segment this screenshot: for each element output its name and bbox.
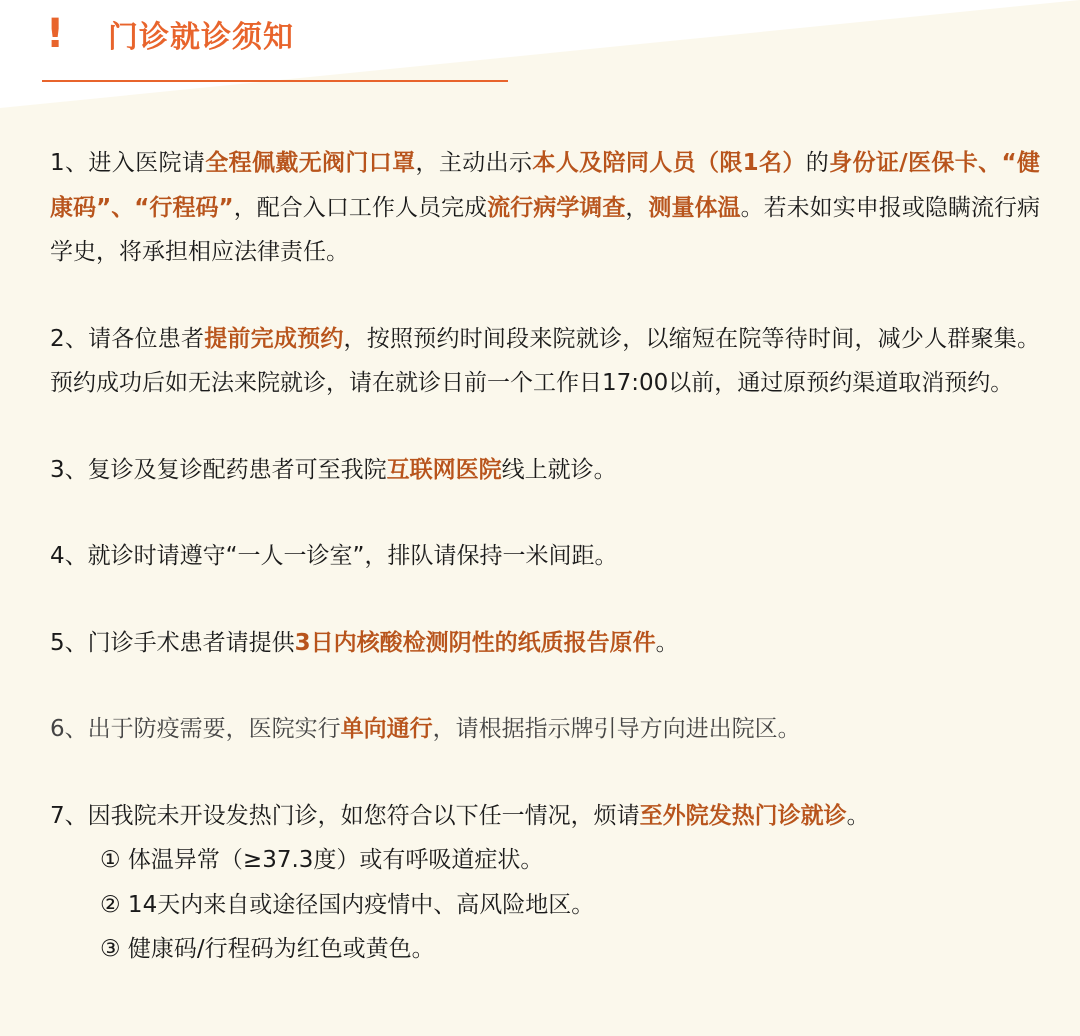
- highlight-text: 至外院发热门诊就诊: [639, 802, 847, 829]
- body-text: ，请根据指示牌引导方向进出院区。: [432, 716, 801, 742]
- body-text: 的: [805, 150, 830, 176]
- notice-item-6: [50, 707, 1040, 752]
- body-text: 5、门诊手术患者请提供: [50, 629, 295, 656]
- notice-header: [0, 0, 1080, 90]
- notice-item-1: [50, 141, 1040, 275]
- body-text: 7、因我院未开设发热门诊，如您符合以下任一情况，烦请: [50, 802, 640, 829]
- highlight-text: 流行病学调查: [487, 194, 626, 221]
- highlight-text: 身份证/医保卡、“健康码”、“行程码”: [50, 150, 1040, 221]
- body-text: ，按照预约时间段来院就诊，以缩短在院等待时间，减少人群聚集。预约成功后如无法来院就诊，请在就诊日前一个工作日17:00以前，通过原预约渠道取消预约。: [50, 325, 1041, 396]
- body-text: 。若未如实申报或隐瞒流行病学史，将承担相应法律责任。: [50, 194, 1041, 265]
- highlight-text: 互联网医院: [386, 456, 502, 483]
- notice-item-7: [50, 794, 1040, 839]
- body-text: 4、就诊时请遵守“一人一诊室”，排队请保持一米间距。: [50, 543, 618, 569]
- body-text: 6、出于防疫需要，医院实行: [50, 716, 341, 742]
- body-text: ，: [625, 194, 649, 221]
- body-text: 1、进入医院请: [50, 150, 206, 176]
- condition-list: [50, 838, 1040, 972]
- title-underline: [42, 80, 508, 82]
- highlight-text: 本人及陪同人员（限1名）: [532, 150, 806, 176]
- highlight-text: 3日内核酸检测阴性的纸质报告原件: [294, 629, 656, 656]
- notice-item-5: [50, 621, 1040, 666]
- notice-item-4: [50, 534, 1040, 579]
- body-text: ，主动出示: [415, 150, 533, 176]
- body-text: 。: [846, 802, 870, 829]
- condition-item: ③ 健康码/行程码为红色或黄色。: [100, 936, 435, 962]
- highlight-text: 单向通行: [340, 716, 433, 742]
- condition-item: ② 14天内来自或途径国内疫情中、高风险地区。: [100, 891, 595, 918]
- highlight-text: 提前完成预约: [204, 325, 344, 352]
- notice-item-2: [50, 317, 1040, 406]
- exclamation-icon: !: [46, 11, 65, 57]
- body-text: 3、复诊及复诊配药患者可至我院: [50, 456, 387, 483]
- body-text: 线上就诊。: [501, 456, 617, 483]
- body-text: 。: [655, 629, 679, 656]
- highlight-text: 测量体温: [648, 194, 741, 221]
- condition-item: ① 体温异常（≥37.3度）或有呼吸道症状。: [100, 847, 544, 873]
- notice-item-3: [50, 448, 1040, 493]
- page-title: 门诊就诊须知: [108, 20, 294, 55]
- body-text: 2、请各位患者: [50, 325, 205, 352]
- body-text: ，配合入口工作人员完成: [233, 194, 488, 221]
- notice-list: [50, 141, 1040, 972]
- highlight-text: 全程佩戴无阀门口罩: [205, 150, 416, 176]
